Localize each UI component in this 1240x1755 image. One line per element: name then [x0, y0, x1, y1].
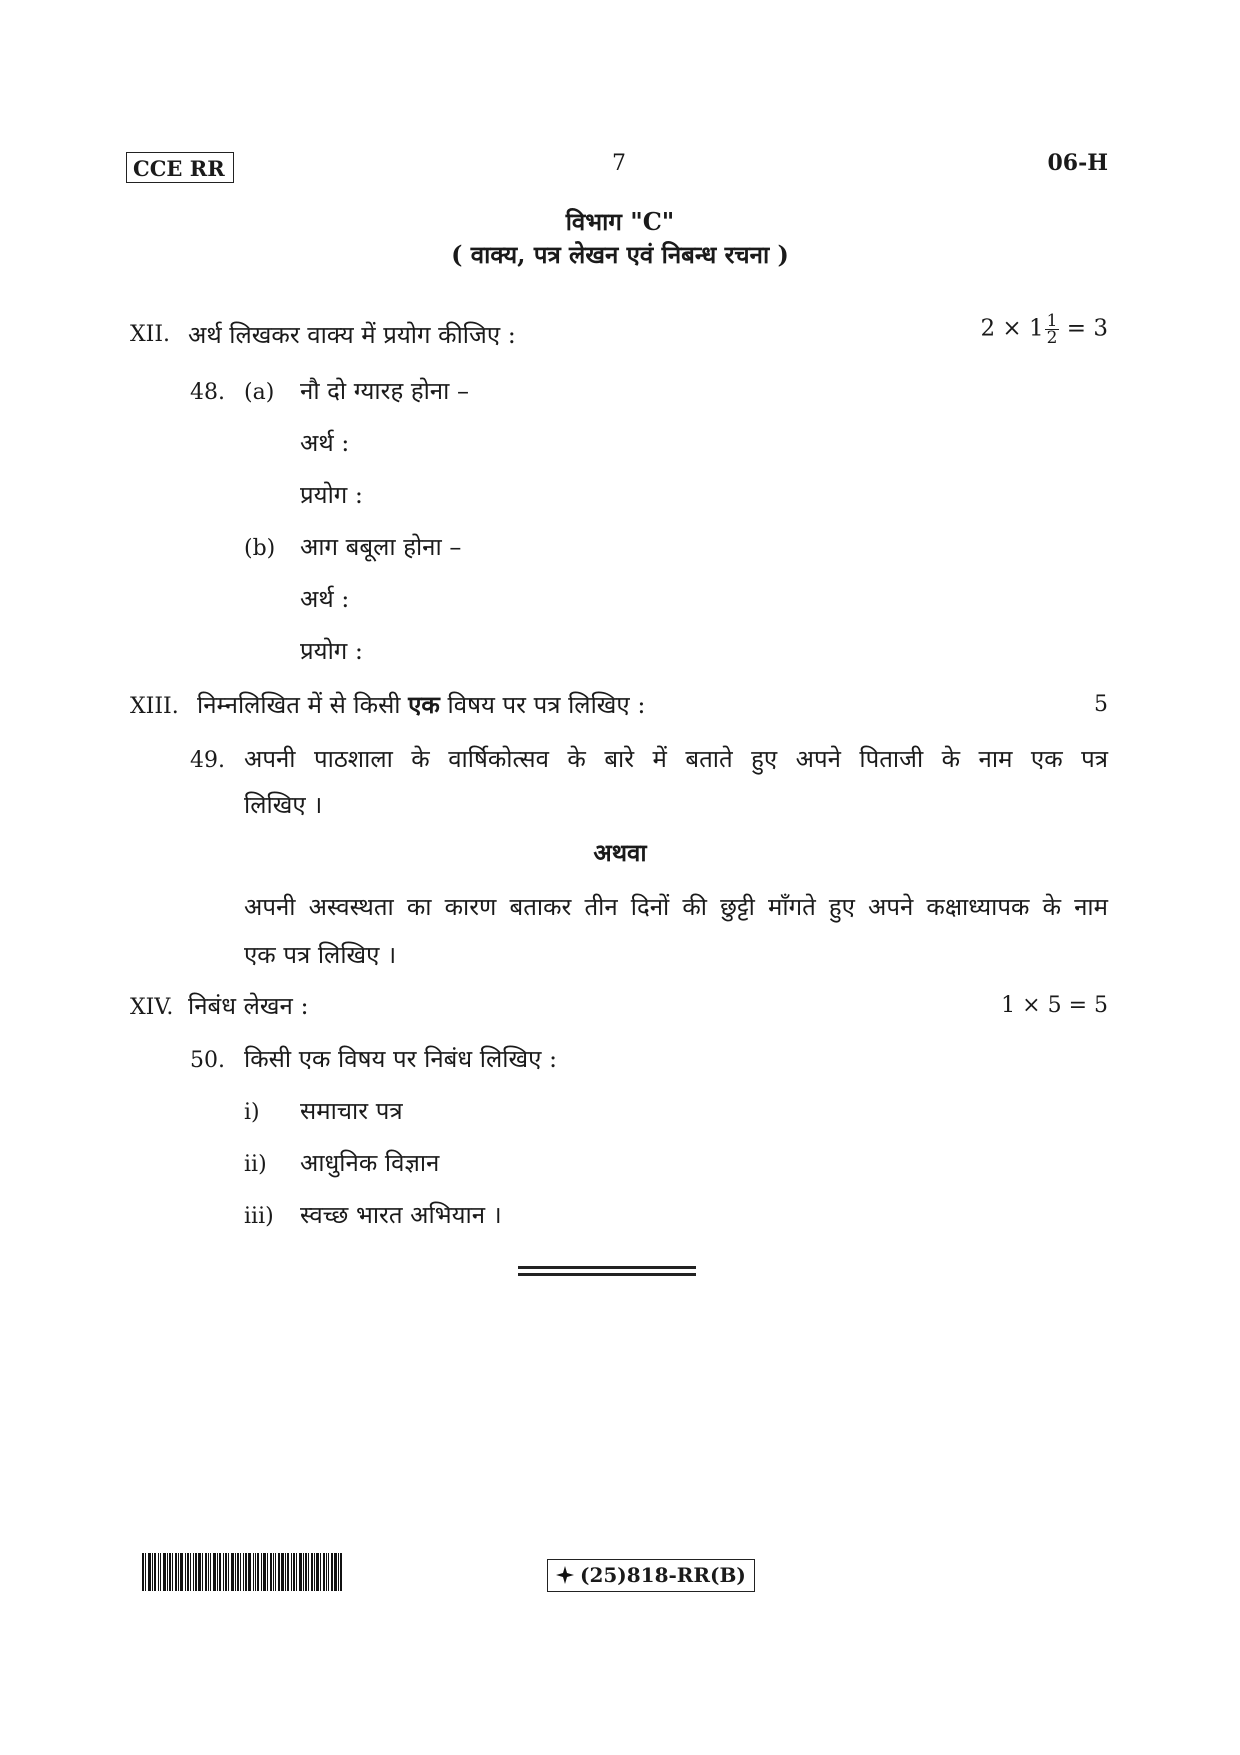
fraction-numerator: 1 [1046, 311, 1058, 331]
q14-instruction: निबंध लेखन : [188, 992, 309, 1020]
q48a-label: (a) [244, 380, 275, 405]
q12-instruction: अर्थ लिखकर वाक्य में प्रयोग कीजिए : [188, 321, 516, 349]
topic-1-label: i) [244, 1100, 260, 1125]
section-subtitle: ( वाक्य, पत्र लेखन एवं निबन्ध रचना ) [451, 240, 789, 269]
four-point-star-icon [556, 1565, 574, 1589]
or-label: अथवा [593, 838, 647, 867]
q13-instruction-end: विषय पर पत्र लिखिए : [447, 691, 646, 719]
q13-marks: 5 [1094, 692, 1108, 717]
q12-marks [980, 313, 1108, 346]
q49-option1-line2: लिखिए । [244, 791, 323, 819]
q14-roman-numeral: XIV. [130, 995, 174, 1020]
q13-instruction-emphasis: एक [408, 690, 440, 719]
end-rule-bottom [518, 1273, 696, 1276]
q48a-idiom: नौ दो ग्यारह होना – [300, 377, 469, 405]
booklet-code: (25)818-RR(B) [580, 1563, 746, 1587]
q48-number: 48. [190, 380, 225, 405]
q48b-idiom: आग बबूला होना – [300, 533, 462, 561]
q49-option1-line1: अपनी पाठशाला के वार्षिकोत्सव के बारे में बताते हुए अपने पिताजी के नाम एक पत्र [244, 745, 1108, 773]
booklet-code-box [547, 1559, 755, 1592]
q13-instruction-start: निम्नलिखित में से किसी [197, 691, 401, 719]
q13-instruction [197, 688, 645, 721]
q48a-usage-label: प्रयोग : [300, 481, 364, 509]
q48b-usage-label: प्रयोग : [300, 637, 364, 665]
q49-number: 49. [190, 748, 225, 773]
end-rule-top [518, 1266, 696, 1269]
q48b-label: (b) [244, 536, 276, 561]
q48a-meaning-label: अर्थ : [300, 429, 350, 457]
section-title: विभाग "C" [565, 207, 675, 236]
q13-roman-numeral: XIII. [130, 694, 179, 719]
q12-marks-fraction [1045, 313, 1060, 346]
topic-1-text: समाचार पत्र [300, 1097, 403, 1125]
q48b-meaning-label: अर्थ : [300, 585, 350, 613]
q50-instruction: किसी एक विषय पर निबंध लिखिए : [244, 1045, 558, 1073]
q50-number: 50. [190, 1048, 225, 1073]
page-number: 7 [612, 151, 626, 176]
topic-3-label: iii) [244, 1204, 274, 1229]
topic-2-label: ii) [244, 1152, 267, 1177]
barcode [142, 1553, 410, 1591]
paper-code: CCE RR [133, 156, 225, 181]
q12-marks-total: = 3 [1066, 315, 1108, 342]
fraction-denominator: 2 [1046, 328, 1058, 348]
topic-2-text: आधुनिक विज्ञान [300, 1149, 440, 1177]
q49-option2-line1: अपनी अस्वस्थता का कारण बताकर तीन दिनों की छुट्टी माँगते हुए अपने कक्षाध्यापक के नाम [244, 893, 1108, 921]
subject-code: 06-H [1047, 150, 1108, 176]
q12-marks-prefix: 2 × 1 [980, 315, 1044, 342]
q12-roman-numeral: XII. [130, 322, 171, 347]
topic-3-text: स्वच्छ भारत अभियान । [300, 1201, 502, 1229]
q49-option2-line2: एक पत्र लिखिए । [244, 941, 397, 969]
paper-code-box [126, 152, 234, 183]
q14-marks: 1 × 5 = 5 [1001, 993, 1108, 1018]
